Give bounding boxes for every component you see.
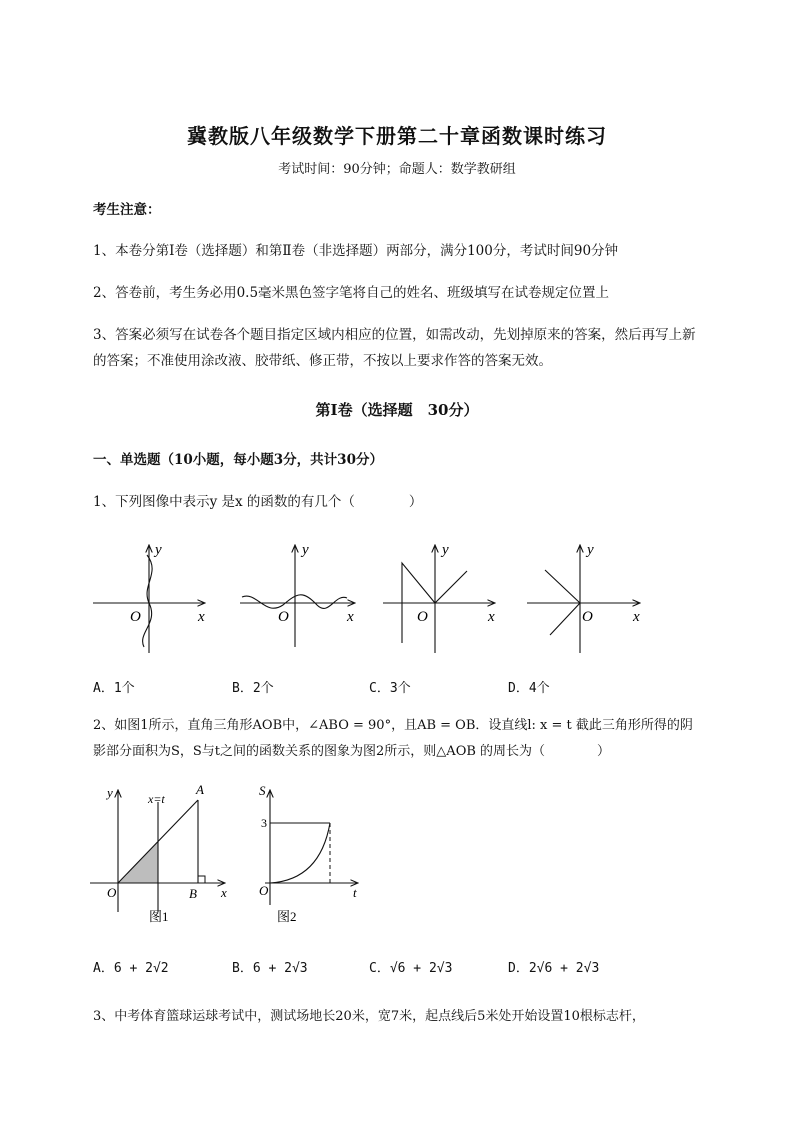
q2-option-b: B．6 + 2√3 (232, 961, 308, 976)
figure-1-caption: 图1 (149, 909, 169, 924)
s-value-label: 3 (261, 816, 267, 830)
q2-option-d: D．2√6 + 2√3 (508, 961, 600, 976)
q1-option-d: D．4个 (508, 681, 550, 696)
q2-figure-2 (259, 783, 358, 905)
notice-item-2: 2、答卷前，考生务必用0.5毫米黑色签字笔将自己的姓名、班级填写在试卷规定位置上 (93, 285, 610, 301)
point-a-label: A (196, 782, 204, 797)
q2-option-c: C．√6 + 2√3 (369, 961, 453, 976)
x-label: x (633, 609, 640, 625)
point-b-label: B (189, 886, 197, 901)
y-label: y (155, 542, 162, 558)
figure-2-caption: 图2 (277, 909, 297, 924)
s-curve (270, 823, 330, 883)
section-title: 第I卷（选择题 30分） (315, 401, 479, 419)
q1-graph-a (93, 542, 205, 653)
notice-item-3: 3、答案必须写在试卷各个题目指定区域内相应的位置，如需改动，先划掉原来的答案，然后再写上新 (93, 327, 696, 343)
curve (143, 555, 153, 647)
page-title: 冀教版八年级数学下册第二十章函数课时练习 (187, 124, 607, 148)
q2-figures (85, 780, 385, 930)
line-label: x=t (148, 792, 165, 806)
q1-graph-c (383, 542, 495, 653)
origin-label: O (107, 885, 117, 900)
q1-option-c: C．3个 (369, 681, 411, 696)
q1-graphs (85, 535, 665, 660)
question-3-text: 3、中考体育篮球运球考试中，测试场地长20米，宽7米，起点线后5米处开始设置10根标志杆， (93, 1009, 645, 1024)
origin-label: O (417, 609, 428, 625)
origin-label: O (130, 609, 141, 625)
origin-label: O (582, 609, 593, 625)
question-2-line-1: 2、如图1所示，直角三角形AOB中，∠ABO = 90°，且AB = OB．设直线l: x = t 截此三角形所得的阴 (93, 718, 693, 733)
y-label: y (587, 542, 594, 558)
question-1-text: 1、下列图像中表示y 是x 的函数的有几个（ ） (93, 494, 423, 510)
notice-heading: 考生注意： (93, 202, 161, 218)
t-axis-label: t (353, 885, 357, 900)
notice-item-3-cont: 的答案；不准使用涂改液、胶带纸、修正带，不按以上要求作答的答案无效。 (93, 353, 552, 369)
q1-option-b: B．2个 (232, 681, 274, 696)
y-label: y (107, 785, 113, 800)
q1-graph-b (240, 542, 355, 647)
x-label: x (488, 609, 495, 625)
q1-option-a: A．1个 (93, 681, 135, 696)
question-2-line-2: 影部分面积为S，S与t之间的函数关系的图象为图2所示，则△AOB 的周长为（ ） (93, 744, 611, 759)
y-label: y (302, 542, 309, 558)
q1-graph-d (527, 542, 640, 653)
y-label: y (442, 542, 449, 558)
x-label: x (198, 609, 205, 625)
part-title: 一、单选题（10小题，每小题3分，共计30分） (93, 452, 383, 468)
page-subtitle: 考试时间：90分钟；命题人：数学教研组 (278, 162, 516, 177)
q2-figure-1 (90, 782, 227, 912)
x-label: x (221, 885, 227, 900)
right-angle-mark (198, 876, 205, 883)
notice-item-1: 1、本卷分第I卷（选择题）和第Ⅱ卷（非选择题）两部分，满分100分，考试时间90分钟 (93, 243, 619, 259)
origin-label: O (278, 609, 289, 625)
s-axis-label: S (259, 783, 266, 798)
q2-option-a: A．6 + 2√2 (93, 961, 169, 976)
origin-label: O (259, 883, 269, 898)
x-label: x (347, 609, 354, 625)
